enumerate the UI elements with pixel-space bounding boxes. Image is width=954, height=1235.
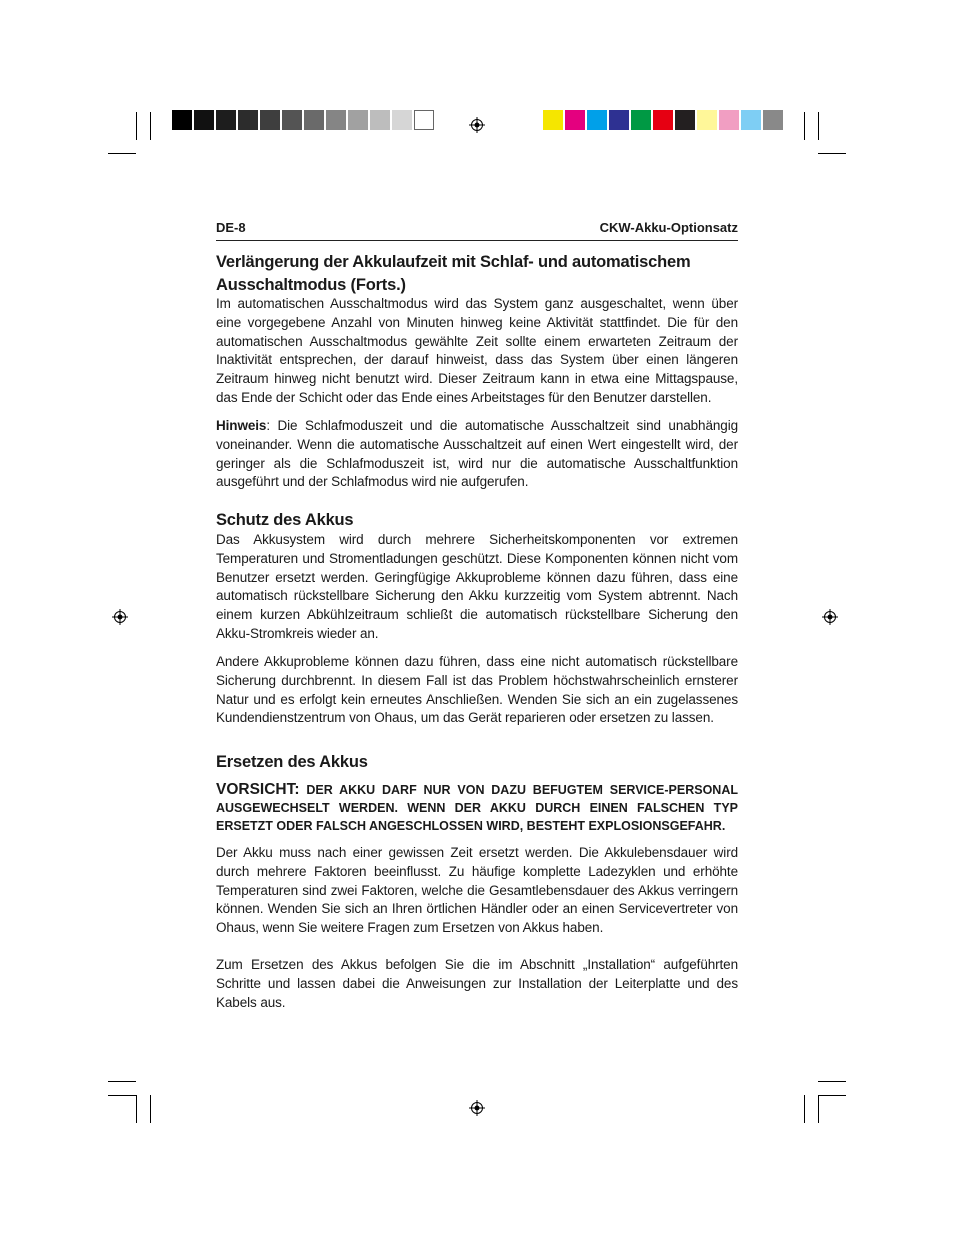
note-label: Hinweis — [216, 418, 267, 433]
color-swatch — [348, 110, 368, 130]
color-swatch — [216, 110, 236, 130]
color-swatch — [194, 110, 214, 130]
color-swatch — [543, 110, 563, 130]
color-swatch — [172, 110, 192, 130]
color-swatch — [260, 110, 280, 130]
paragraph — [216, 295, 738, 408]
color-swatch — [631, 110, 651, 130]
body-text: Der Akku muss nach einer gewissen Zeit ersetzt werden. Die Akkulebensdauer wird durch mehrere Faktoren beeinflusst. Zu häufige komplette Ladezyklen und erhöhte Temperaturen sind zwei Faktoren, welche die Gesamtlebensdauer des Akkus verringern können. Wenden Sie sich an Ihren örtlichen Händler oder an einen Servicevertreter von Ohaus, wenn Sie weitere Fragen zum Ersetzen von Akkus haben. — [216, 845, 738, 936]
note-text: : Die Schlafmoduszeit und die automatische Ausschaltzeit sind unabhängig voneinander. Wenn die automatische Ausschaltzeit auf einen Wert eingestellt wird, der geringer als die Schlafmoduszeit ist, wird nur die automatische Ausschaltfunktion ausgeführt und der Schlafmodus wird nie aufgerufen. — [216, 418, 738, 490]
paragraph — [216, 653, 738, 728]
registration-mark-icon — [469, 117, 485, 133]
color-swatch — [392, 110, 412, 130]
caution-label: VORSICHT: — [216, 781, 300, 798]
color-swatch — [763, 110, 783, 130]
color-swatch — [565, 110, 585, 130]
paragraph — [216, 956, 738, 1012]
color-swatch — [238, 110, 258, 130]
color-swatch — [326, 110, 346, 130]
section-heading: Ersetzen des Akkus — [216, 753, 368, 771]
color-swatch — [370, 110, 390, 130]
color-calibration-bar — [543, 110, 785, 132]
paragraph — [216, 531, 738, 644]
color-swatch — [741, 110, 761, 130]
color-swatch — [609, 110, 629, 130]
caution-text: DER AKKU DARF NUR VON DAZU BEFUGTEM SERVICE-PERSONAL AUSGEWECHSELT WERDEN. WENN DER AKKU DURCH EINEN FALSCHEN TYP ERSETZT ODER FALSCH ANGESCHLOSSEN WIRD, BESTEHT EXPLOSIONSGEFAHR. — [216, 783, 738, 833]
section-heading: Verlängerung der Akkulaufzeit mit Schlaf- und automatischem Ausschaltmodus (Forts.) — [216, 253, 691, 294]
registration-mark-icon — [112, 609, 128, 625]
note — [216, 417, 738, 492]
body-text: Das Akkusystem wird durch mehrere Sicherheitskomponenten vor extremen Temperaturen und Stromentladungen geschützt. Diese Komponenten können nicht vom Benutzer ersetzt werden. Geringfügige Akkuprobleme können dazu führen, dass eine automatisch rückstellbare Sicherung den Akku kurzzeitig vom System abtrennt. Nach einem kurzen Abkühlzeitraum schließt die automatisch rückstellbare Sicherung den Akku-Stromkreis wieder an. — [216, 532, 738, 641]
color-swatch — [414, 110, 434, 130]
color-swatch — [653, 110, 673, 130]
page-number: DE-8 — [216, 220, 246, 235]
running-header — [216, 220, 738, 241]
color-swatch — [587, 110, 607, 130]
registration-mark-icon — [469, 1100, 485, 1116]
registration-mark-icon — [822, 609, 838, 625]
section-heading: Schutz des Akkus — [216, 511, 354, 529]
color-swatch — [675, 110, 695, 130]
body-text: Im automatischen Ausschaltmodus wird das System ganz ausgeschaltet, wenn über eine vorgegebene Anzahl von Minuten hinweg keine Aktivität stattfindet. Die für den automatischen Ausschaltmodus gewählte Zeit sollte einem erwarteten Zeitraum der Inaktivität entsprechen, der darauf hinweist, dass das System über einen längeren Zeitraum hinweg nicht benutzt wird. Dieser Zeitraum kann in etwa eine Mittagspause, das Ende der Schicht oder das Ende eines Arbeitstages für den Benutzer darstellen. — [216, 296, 738, 405]
grayscale-calibration-bar — [172, 110, 436, 132]
document-title: CKW-Akku-Optionsatz — [599, 220, 738, 235]
color-swatch — [697, 110, 717, 130]
color-swatch — [282, 110, 302, 130]
paragraph — [216, 844, 738, 938]
body-text: Zum Ersetzen des Akkus befolgen Sie die im Abschnitt „Installation“ aufgeführten Schritte und lassen dabei die Anweisungen zur Installation der Leiterplatte und des Kabels aus. — [216, 957, 738, 1010]
section-battery-protection — [216, 509, 738, 532]
body-text: Andere Akkuprobleme können dazu führen, dass eine nicht automatisch rückstellbare Sicherung durchbrennt. In diesem Fall ist das Problem höchstwahrscheinlich ernsterer Natur und es erfolgt kein erneutes Anschließen. Wenden Sie sich an ein zugelassenes Kundendienstzentrum von Ohaus, um das Gerät reparieren oder ersetzen zu lassen. — [216, 654, 738, 726]
section-sleep-autooff — [216, 251, 738, 297]
color-swatch — [304, 110, 324, 130]
caution-notice — [216, 781, 738, 835]
color-swatch — [719, 110, 739, 130]
section-battery-replacement — [216, 751, 738, 774]
